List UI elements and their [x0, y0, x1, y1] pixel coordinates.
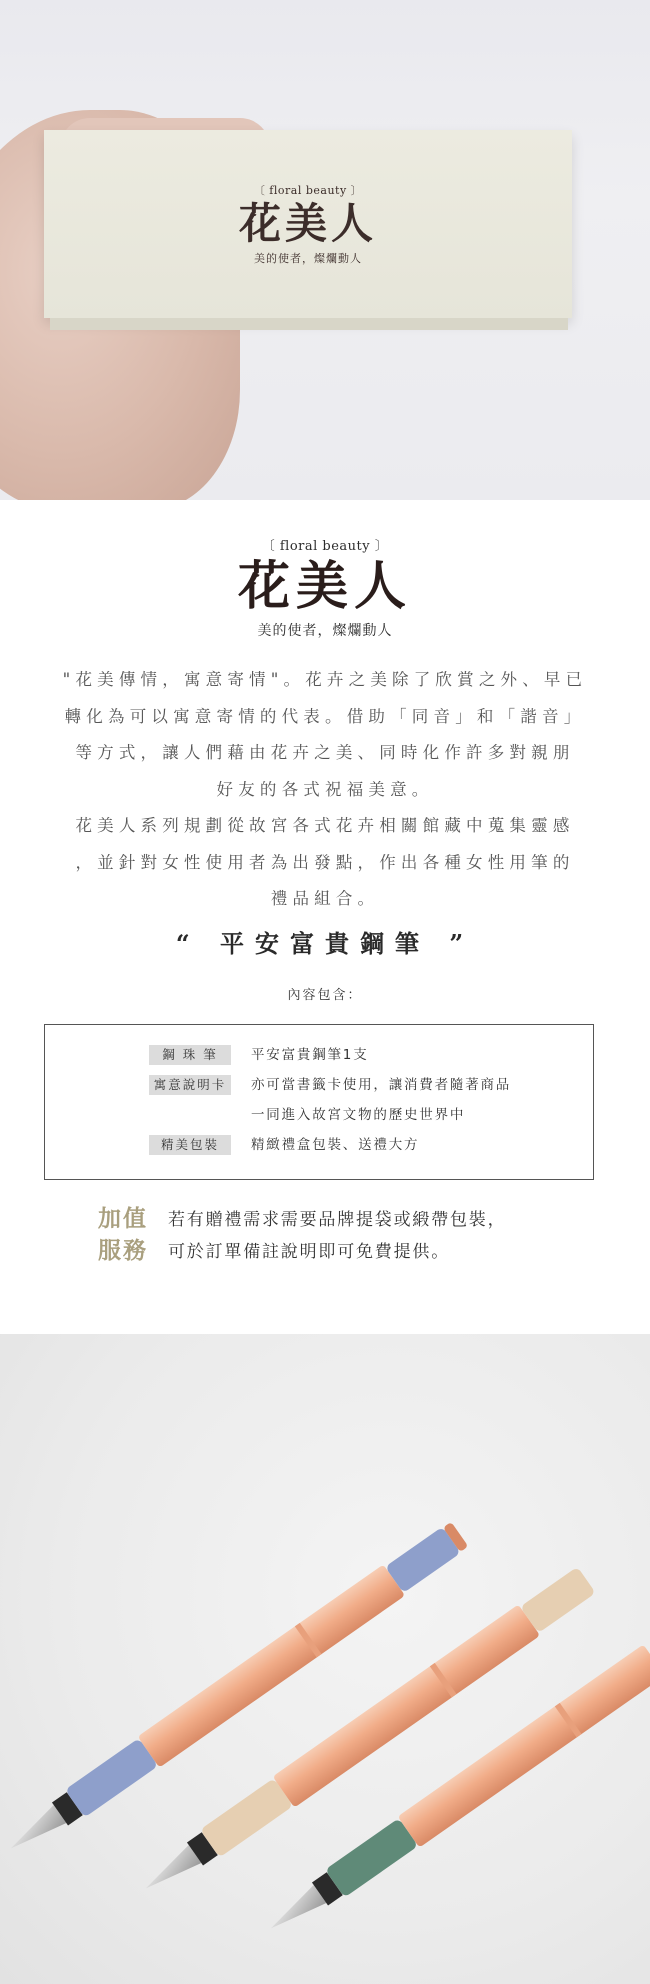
contents-row-label: 精美包裝	[149, 1135, 231, 1155]
service-text-line: 可於訂單備註說明即可免費提供。	[168, 1242, 450, 1262]
contents-row-label: 鋼 珠 筆	[149, 1045, 231, 1065]
service-text	[168, 1204, 598, 1268]
brand-header	[0, 535, 650, 640]
box-tagline: 美的使者，燦爛動人	[254, 252, 362, 265]
description-line: 花美人系列規劃從故宮各式花卉相關館藏中蒐集靈感	[75, 816, 575, 835]
description-line: 等方式，讓人們藉由花卉之美、同時化作許多對親朋	[75, 743, 575, 762]
service-text-line: 若有贈禮需求需要品牌提袋或緞帶包裝，	[168, 1210, 507, 1230]
box-label	[44, 182, 572, 266]
contents-row	[45, 1075, 593, 1097]
pens-illustration	[0, 1334, 650, 1984]
contents-box	[44, 1024, 594, 1180]
description-line: "花美傳情，寓意寄情"。花卉之美除了欣賞之外、早已	[62, 670, 588, 689]
description	[30, 662, 620, 918]
description-line: 轉化為可以寓意寄情的代表。借助「同音」和「諧音」	[64, 706, 586, 726]
contents-row-label: 寓意說明卡	[149, 1075, 231, 1095]
contents-row	[45, 1045, 593, 1067]
pen-grip	[325, 1818, 418, 1897]
pen-nib	[5, 1805, 67, 1857]
description-line: ，並針對女性使用者為出發點，作出各種女性用筆的	[75, 852, 575, 872]
contents-row	[45, 1135, 593, 1157]
pen-nib	[265, 1885, 327, 1937]
contents-row-value: 一同進入故宮文物的歷史世界中	[251, 1107, 466, 1123]
pen-nib	[140, 1845, 202, 1897]
box-subtitle: 〔 floral beauty 〕	[253, 184, 363, 197]
pens-photo	[0, 1334, 650, 1984]
brand-tagline: 美的使者，燦爛動人	[257, 623, 393, 639]
description-line: 禮品組合。	[270, 889, 380, 908]
contents-row-continued	[45, 1105, 593, 1127]
service-label-line: 服務	[98, 1237, 148, 1264]
box-title: 花美人	[238, 199, 377, 248]
description-line: 好友的各式祝福美意。	[216, 779, 434, 799]
product-name: “ 平安富貴鋼筆 ”	[175, 929, 475, 958]
contents-row-value: 平安富貴鋼筆1支	[251, 1047, 369, 1063]
brand-subtitle: 〔 floral beauty 〕	[261, 539, 389, 554]
contents-label: 內容包含：	[287, 988, 363, 1003]
contents-row-value: 精緻禮盒包裝、送禮大方	[251, 1137, 420, 1153]
top-product-photo	[0, 0, 650, 500]
service-label	[98, 1203, 154, 1267]
brand-title: 花美人	[237, 556, 412, 617]
service-label-line: 加值	[98, 1205, 148, 1232]
gift-box	[44, 130, 572, 318]
contents-row-value: 亦可當書籤卡使用，讓消費者隨著商品	[251, 1077, 512, 1093]
pen-grip	[200, 1778, 293, 1857]
gift-box-side	[50, 318, 568, 330]
pen-grip	[65, 1738, 158, 1817]
